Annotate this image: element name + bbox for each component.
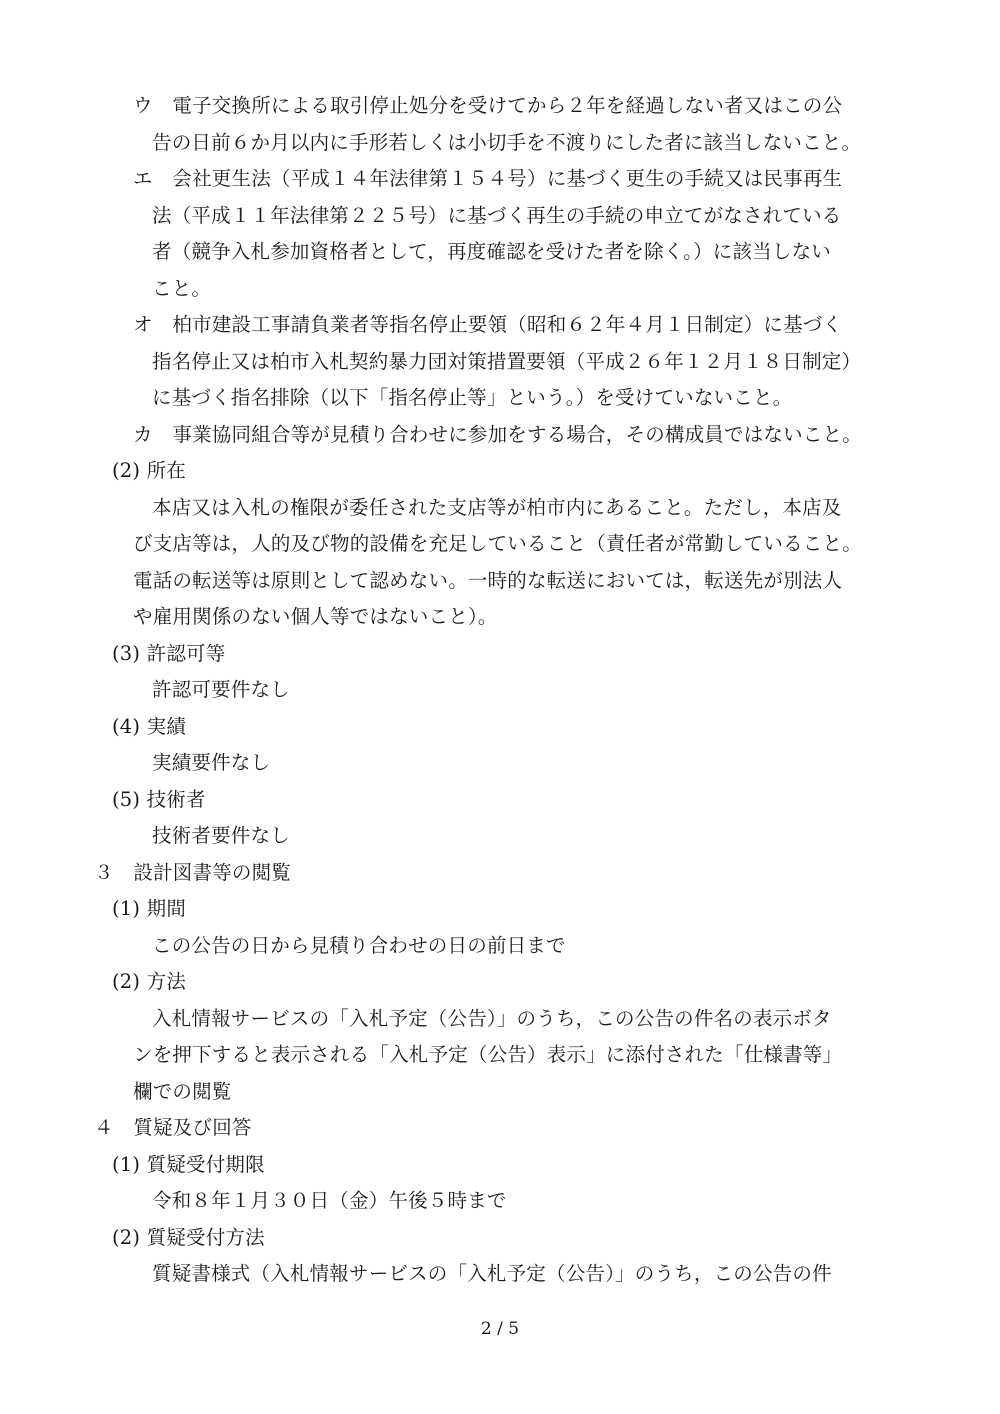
text-line: 者（競争入札参加資格者として，再度確認を受けた者を除く。）に該当しない [152,240,831,263]
text-line: び支店等は，人的及び物的設備を充足していること（責任者が常勤していること。 [133,532,862,555]
subsection-heading: (4) 実績 [112,715,187,738]
text-line: 入札情報サービスの「入札予定（公告）」のうち，この公告の件名の表示ボタ [152,1007,832,1030]
section-heading: ３ 設計図書等の閲覧 [94,861,292,884]
subsection-heading: (1) 期間 [112,897,187,920]
text-line: こと。 [152,277,212,300]
text-line: に基づく指名排除（以下「指名停止等」という。）を受けていないこと。 [152,386,793,409]
text-line: カ 事業協同組合等が見積り合わせに参加をする場合，その構成員ではないこと。 [133,423,862,446]
subsection-heading: (1) 質疑受付期限 [112,1153,265,1176]
text-line: 本店又は入札の権限が委任された支店等が柏市内にあること。ただし，本店及 [152,496,842,519]
text-line: ウ 電子交換所による取引停止処分を受けてから２年を経過しない者又はこの公 [133,94,843,117]
text-line: 令和８年１月３０日（金）午後５時まで [152,1189,507,1212]
text-line: 指名停止又は柏市入札契約暴力団対策措置要領（平成２６年１２月１８日制定） [152,350,862,373]
subsection-heading: (3) 許認可等 [112,642,226,665]
section-heading: ４ 質疑及び回答 [94,1116,252,1139]
text-line: オ 柏市建設工事請負業者等指名停止要領（昭和６２年４月１日制定）に基づく [133,313,843,336]
subsection-heading: (2) 質疑受付方法 [112,1226,265,1249]
text-line: 電話の転送等は原則として認めない。一時的な転送においては，転送先が別法人 [133,569,843,592]
text-line: 欄での閲覧 [133,1080,232,1103]
text-line: 実績要件なし [152,751,271,774]
text-line: エ 会社更生法（平成１４年法律第１５４号）に基づく更生の手続又は民事再生 [133,167,843,190]
subsection-heading: (2) 所在 [112,459,187,482]
text-line: この公告の日から見積り合わせの日の前日まで [152,934,566,957]
text-line: 質疑書様式（入札情報サービスの「入札予定（公告）」のうち，この公告の件 [152,1262,832,1285]
text-line: ンを押下すると表示される「入札予定（公告）表示」に添付された「仕様書等」 [133,1043,843,1066]
text-line: 告の日前６か月以内に手形若しくは小切手を不渡りにした者に該当しないこと。 [152,131,862,154]
text-line: や雇用関係のない個人等ではないこと）。 [133,605,498,628]
text-line: 許認可要件なし [152,678,290,701]
subsection-heading: (5) 技術者 [112,788,206,811]
text-line: 技術者要件なし [152,824,290,847]
subsection-heading: (2) 方法 [112,970,187,993]
text-line: 法（平成１１年法律第２２５号）に基づく再生の手続の申立てがなされている [152,204,842,227]
page-number: 2 / 5 [480,1319,520,1339]
